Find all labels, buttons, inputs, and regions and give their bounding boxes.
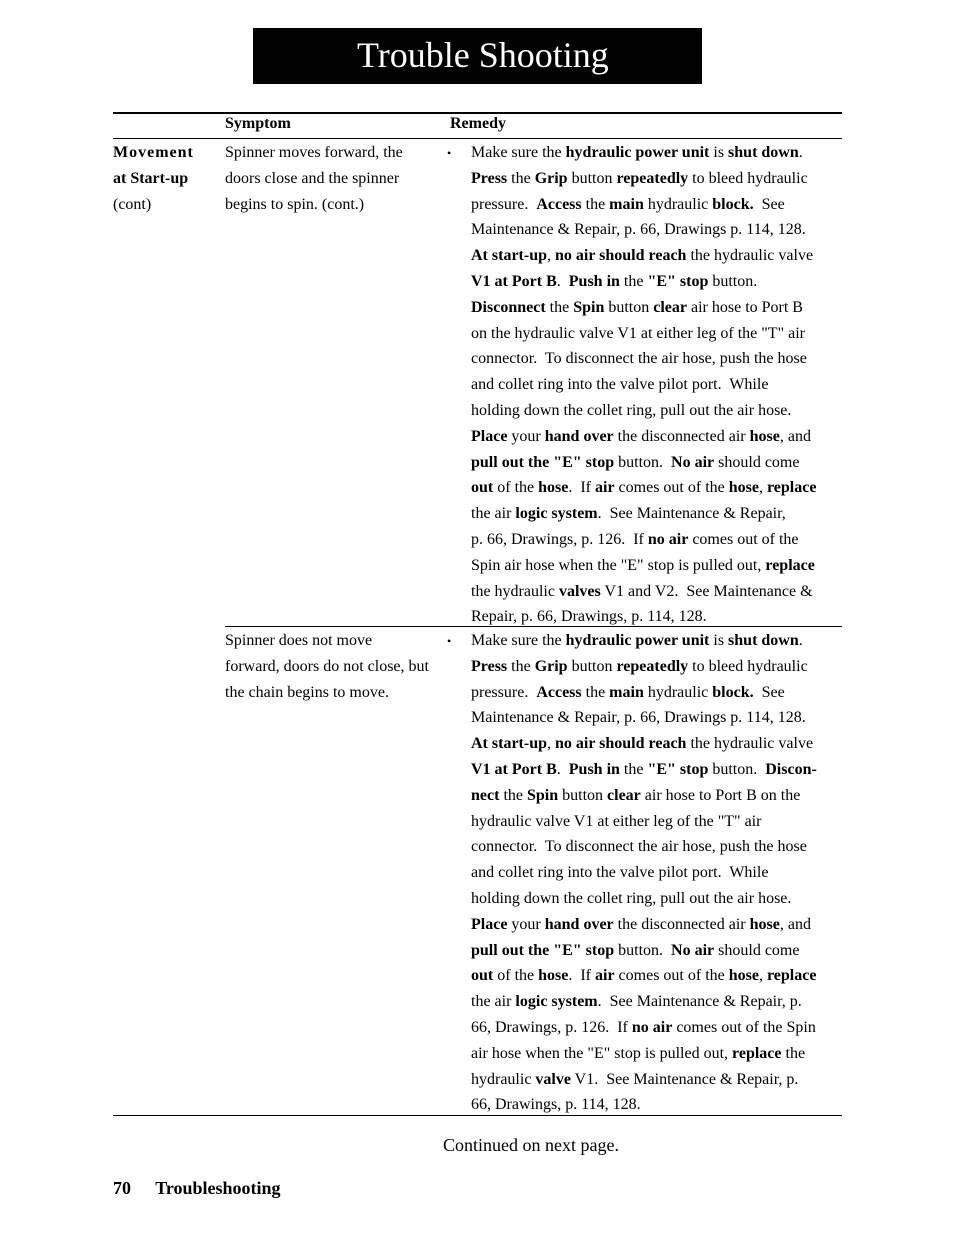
bullet-icon: • [447, 634, 452, 648]
remedy-bold-text: Place [471, 427, 508, 445]
remedy-bold-text: hose [749, 915, 780, 933]
remedy-text: hydraulic [643, 195, 713, 213]
remedy-text: comes out of the Spin [672, 1018, 816, 1036]
remedy-bold-text: Access [536, 683, 582, 701]
remedy-text: the [507, 657, 535, 675]
remedy-line [471, 705, 843, 731]
remedy-bold-text: Grip [534, 657, 568, 675]
remedy-bold-text: valves [558, 582, 601, 600]
remedy-bold-text: clear [607, 786, 641, 804]
remedy-text: the hydraulic [471, 582, 559, 600]
remedy-text: Spin air hose when the "E" stop is pulled out, [471, 556, 766, 574]
remedy-text: and collet ring into the valve pilot port. While [471, 376, 769, 394]
remedy-line [471, 731, 843, 757]
remedy-text: Maintenance & Repair, p. 66, Drawings p. 114, 128. [471, 709, 806, 727]
remedy-text: Repair, p. 66, Drawings, p. 114, 128. [471, 608, 707, 626]
remedy-text: Make sure the [471, 632, 566, 649]
remedy-text: air hose to Port B [686, 298, 803, 316]
remedy-bold-text: hose [728, 479, 759, 497]
remedy-bold-text: out [471, 967, 494, 985]
remedy-text: p. 66, Drawings, p. 126. If [471, 530, 648, 548]
remedy-text: , and [779, 915, 811, 933]
remedy-text: 66, Drawings, p. 114, 128. [471, 1096, 641, 1114]
remedy-text: to bleed hydraulic [688, 657, 808, 675]
remedy-bold-text: hydraulic power unit [565, 144, 710, 161]
remedy-text: pressure. [471, 195, 537, 213]
category-line-2: at Start-up [113, 169, 189, 187]
remedy-text: button [558, 786, 608, 804]
remedy-line [471, 912, 843, 938]
remedy-text: V1 and V2. See Maintenance & [600, 582, 813, 600]
remedy-text: your [507, 427, 545, 445]
remedy-text: button. [708, 272, 758, 290]
symptom-line: Spinner does not move [225, 632, 373, 649]
symptom-column-header: Symptom [225, 115, 291, 132]
table-bottom-rule [113, 1115, 842, 1116]
remedy-text: hydraulic valve V1 at either leg of the "T" air [471, 812, 762, 830]
remedy-bold-text: block. [712, 683, 754, 701]
remedy-line [471, 783, 843, 809]
remedy-line [471, 579, 843, 605]
remedy-text: the [581, 683, 610, 701]
remedy-text: and collet ring into the valve pilot port. While [471, 864, 769, 882]
remedy-line [471, 757, 843, 783]
header-rule [113, 138, 842, 139]
remedy-line [471, 989, 843, 1015]
remedy-text: . [556, 760, 569, 778]
remedy-text: V1. See Maintenance & Repair, p. [570, 1070, 799, 1088]
remedy-bold-text: hand over [544, 915, 614, 933]
remedy-text: See [753, 195, 785, 213]
remedy-bold-text: air [595, 479, 615, 497]
remedy-text: . [798, 632, 803, 649]
remedy-bold-text: Push in [568, 272, 620, 290]
remedy-bold-text: hose [538, 967, 569, 985]
remedy-bold-text: clear [653, 298, 687, 316]
remedy-text: the [499, 786, 527, 804]
remedy-line [471, 166, 843, 192]
remedy-line [471, 938, 843, 964]
remedy-text: should come [714, 453, 800, 471]
page-number: 70 [113, 1178, 131, 1198]
remedy-line [471, 680, 843, 706]
remedy-bold-text: repeatedly [616, 657, 689, 675]
remedy-text: pressure. [471, 683, 537, 701]
remedy-text: . [798, 144, 803, 161]
remedy-text: . If [568, 479, 595, 497]
remedy-text: button [604, 298, 654, 316]
remedy-bold-text: V1 at Port B [471, 760, 557, 778]
symptom-cell-row-1 [225, 140, 447, 217]
remedy-bold-text: Push in [568, 760, 620, 778]
remedy-line [471, 963, 843, 989]
remedy-text: the air [471, 993, 516, 1011]
remedy-text: See [753, 683, 785, 701]
symptom-cell-row-2 [225, 628, 447, 705]
remedy-text: holding down the collet ring, pull out the air hose. [471, 401, 792, 419]
remedy-line [471, 501, 843, 527]
remedy-bold-text: replace [732, 1044, 782, 1062]
remedy-bold-text: Disconnect [471, 298, 546, 316]
remedy-text: button. [614, 941, 672, 959]
remedy-text: the [545, 298, 574, 316]
remedy-line [471, 243, 843, 269]
symptom-line: Spinner moves forward, the [225, 144, 403, 161]
page-footer [113, 1176, 281, 1200]
remedy-text: comes out of the [614, 479, 729, 497]
remedy-text: button. [708, 760, 766, 778]
remedy-text: the [781, 1044, 806, 1062]
remedy-line [471, 628, 843, 654]
remedy-bold-text: At start-up [471, 735, 547, 753]
bullet-icon: • [447, 146, 452, 160]
remedy-text: comes out of the [688, 530, 799, 548]
continued-note: Continued on next page. [443, 1135, 619, 1155]
remedy-text: of the [493, 967, 539, 985]
remedy-bold-text: no air [647, 530, 689, 548]
remedy-line [471, 269, 843, 295]
remedy-text: air hose when the "E" stop is pulled out, [471, 1044, 733, 1062]
remedy-text: the hydraulic valve [686, 247, 814, 265]
remedy-text: button [567, 657, 617, 675]
remedy-bold-text: replace [765, 556, 815, 574]
remedy-text: to bleed hydraulic [688, 169, 808, 187]
remedy-text: the disconnected air [613, 915, 750, 933]
remedy-bold-text: no air should reach [555, 247, 687, 265]
remedy-text: connector. To disconnect the air hose, push the hose [471, 838, 807, 856]
remedy-bold-text: Access [536, 195, 582, 213]
remedy-line [471, 1067, 843, 1093]
remedy-line [471, 1015, 843, 1041]
remedy-column-header: Remedy [450, 115, 506, 132]
remedy-text: . See Maintenance & Repair, p. [597, 993, 802, 1011]
remedy-line [471, 860, 843, 886]
remedy-line [471, 527, 843, 553]
remedy-bold-text: hand over [544, 427, 614, 445]
remedy-line [471, 140, 843, 166]
remedy-bold-text: Press [471, 657, 508, 675]
remedy-text: , [758, 479, 767, 497]
remedy-text: button [567, 169, 617, 187]
row-divider [225, 626, 842, 627]
remedy-line [471, 475, 843, 501]
remedy-text: the disconnected air [613, 427, 750, 445]
remedy-bold-text: Spin [526, 786, 559, 804]
remedy-bold-text: Discon- [765, 760, 817, 778]
remedy-bold-text: nect [471, 786, 500, 804]
remedy-line [471, 450, 843, 476]
remedy-bold-text: shut down [728, 632, 799, 649]
remedy-text: hydraulic [643, 683, 713, 701]
remedy-line [471, 1041, 843, 1067]
remedy-bold-text: main [609, 195, 644, 213]
remedy-line [471, 424, 843, 450]
symptom-line: forward, doors do not close, but [225, 657, 429, 675]
remedy-bold-text: logic system [515, 505, 598, 523]
remedy-text: . [556, 272, 569, 290]
remedy-line [471, 192, 843, 218]
remedy-bold-text: pull out the "E" stop [471, 453, 615, 471]
remedy-text: should come [714, 941, 800, 959]
remedy-text: the hydraulic valve [686, 735, 814, 753]
footer-section: Troubleshooting [155, 1178, 281, 1198]
remedy-bold-text: No air [671, 941, 715, 959]
remedy-text: of the [493, 479, 539, 497]
remedy-text: , [547, 735, 555, 753]
remedy-bold-text: Spin [573, 298, 605, 316]
remedy-bold-text: repeatedly [616, 169, 689, 187]
remedy-bold-text: hose [728, 967, 759, 985]
remedy-line [471, 886, 843, 912]
remedy-bold-text: Place [471, 915, 508, 933]
remedy-text: , [547, 247, 555, 265]
remedy-line [471, 372, 843, 398]
page-title: Trouble Shooting [253, 28, 702, 84]
remedy-line [471, 834, 843, 860]
remedy-bold-text: main [609, 683, 644, 701]
remedy-line [471, 809, 843, 835]
remedy-line [471, 553, 843, 579]
remedy-bold-text: out [471, 479, 494, 497]
remedy-bold-text: "E" stop [647, 272, 709, 290]
remedy-bold-text: At start-up [471, 247, 547, 265]
symptom-line: doors close and the spinner [225, 169, 400, 187]
remedy-text: the [581, 195, 610, 213]
category-line-3: (cont) [113, 195, 152, 213]
remedy-text: air hose to Port B on the [640, 786, 801, 804]
remedy-text: connector. To disconnect the air hose, push the hose [471, 350, 807, 368]
category-line-1: Movement [113, 144, 194, 161]
remedy-bold-text: air [595, 967, 615, 985]
symptom-line: the chain begins to move. [225, 683, 389, 701]
remedy-text: , [758, 967, 767, 985]
remedy-cell-row-1 [471, 140, 843, 630]
remedy-bold-text: V1 at Port B [471, 272, 557, 290]
remedy-line [471, 321, 843, 347]
remedy-bold-text: valve [535, 1070, 571, 1088]
remedy-text: . If [568, 967, 595, 985]
remedy-bold-text: Press [471, 169, 508, 187]
remedy-text: hydraulic [471, 1070, 536, 1088]
remedy-bold-text: no air [631, 1018, 673, 1036]
category-cell [113, 140, 217, 217]
remedy-text: the air [471, 505, 516, 523]
remedy-bold-text: hydraulic power unit [565, 632, 710, 649]
remedy-text: the [619, 272, 648, 290]
remedy-line [471, 654, 843, 680]
remedy-text: holding down the collet ring, pull out the air hose. [471, 889, 792, 907]
remedy-text: is [709, 144, 729, 161]
remedy-text: is [709, 632, 729, 649]
remedy-line [471, 346, 843, 372]
remedy-bold-text: Grip [534, 169, 568, 187]
remedy-line [471, 295, 843, 321]
remedy-line [471, 217, 843, 243]
remedy-text: the [619, 760, 648, 778]
remedy-cell-row-2 [471, 628, 843, 1118]
remedy-text: Maintenance & Repair, p. 66, Drawings p. 114, 128. [471, 221, 806, 239]
remedy-text: button. [614, 453, 672, 471]
remedy-text: 66, Drawings, p. 126. If [471, 1018, 632, 1036]
remedy-bold-text: "E" stop [647, 760, 709, 778]
remedy-bold-text: No air [671, 453, 715, 471]
remedy-bold-text: hose [538, 479, 569, 497]
remedy-bold-text: replace [766, 967, 817, 985]
remedy-bold-text: pull out the "E" stop [471, 941, 615, 959]
remedy-line [471, 398, 843, 424]
remedy-text: on the hydraulic valve V1 at either leg of the "T" air [471, 324, 805, 342]
symptom-line: begins to spin. (cont.) [225, 195, 365, 213]
remedy-bold-text: block. [712, 195, 754, 213]
remedy-bold-text: logic system [515, 993, 598, 1011]
remedy-text: comes out of the [614, 967, 729, 985]
remedy-text: Make sure the [471, 144, 566, 161]
remedy-text: , and [779, 427, 811, 445]
remedy-bold-text: replace [766, 479, 817, 497]
remedy-bold-text: no air should reach [555, 735, 687, 753]
remedy-text: your [507, 915, 545, 933]
remedy-bold-text: hose [749, 427, 780, 445]
remedy-text: the [507, 169, 535, 187]
remedy-text: . See Maintenance & Repair, [597, 505, 786, 523]
remedy-bold-text: shut down [728, 144, 799, 161]
